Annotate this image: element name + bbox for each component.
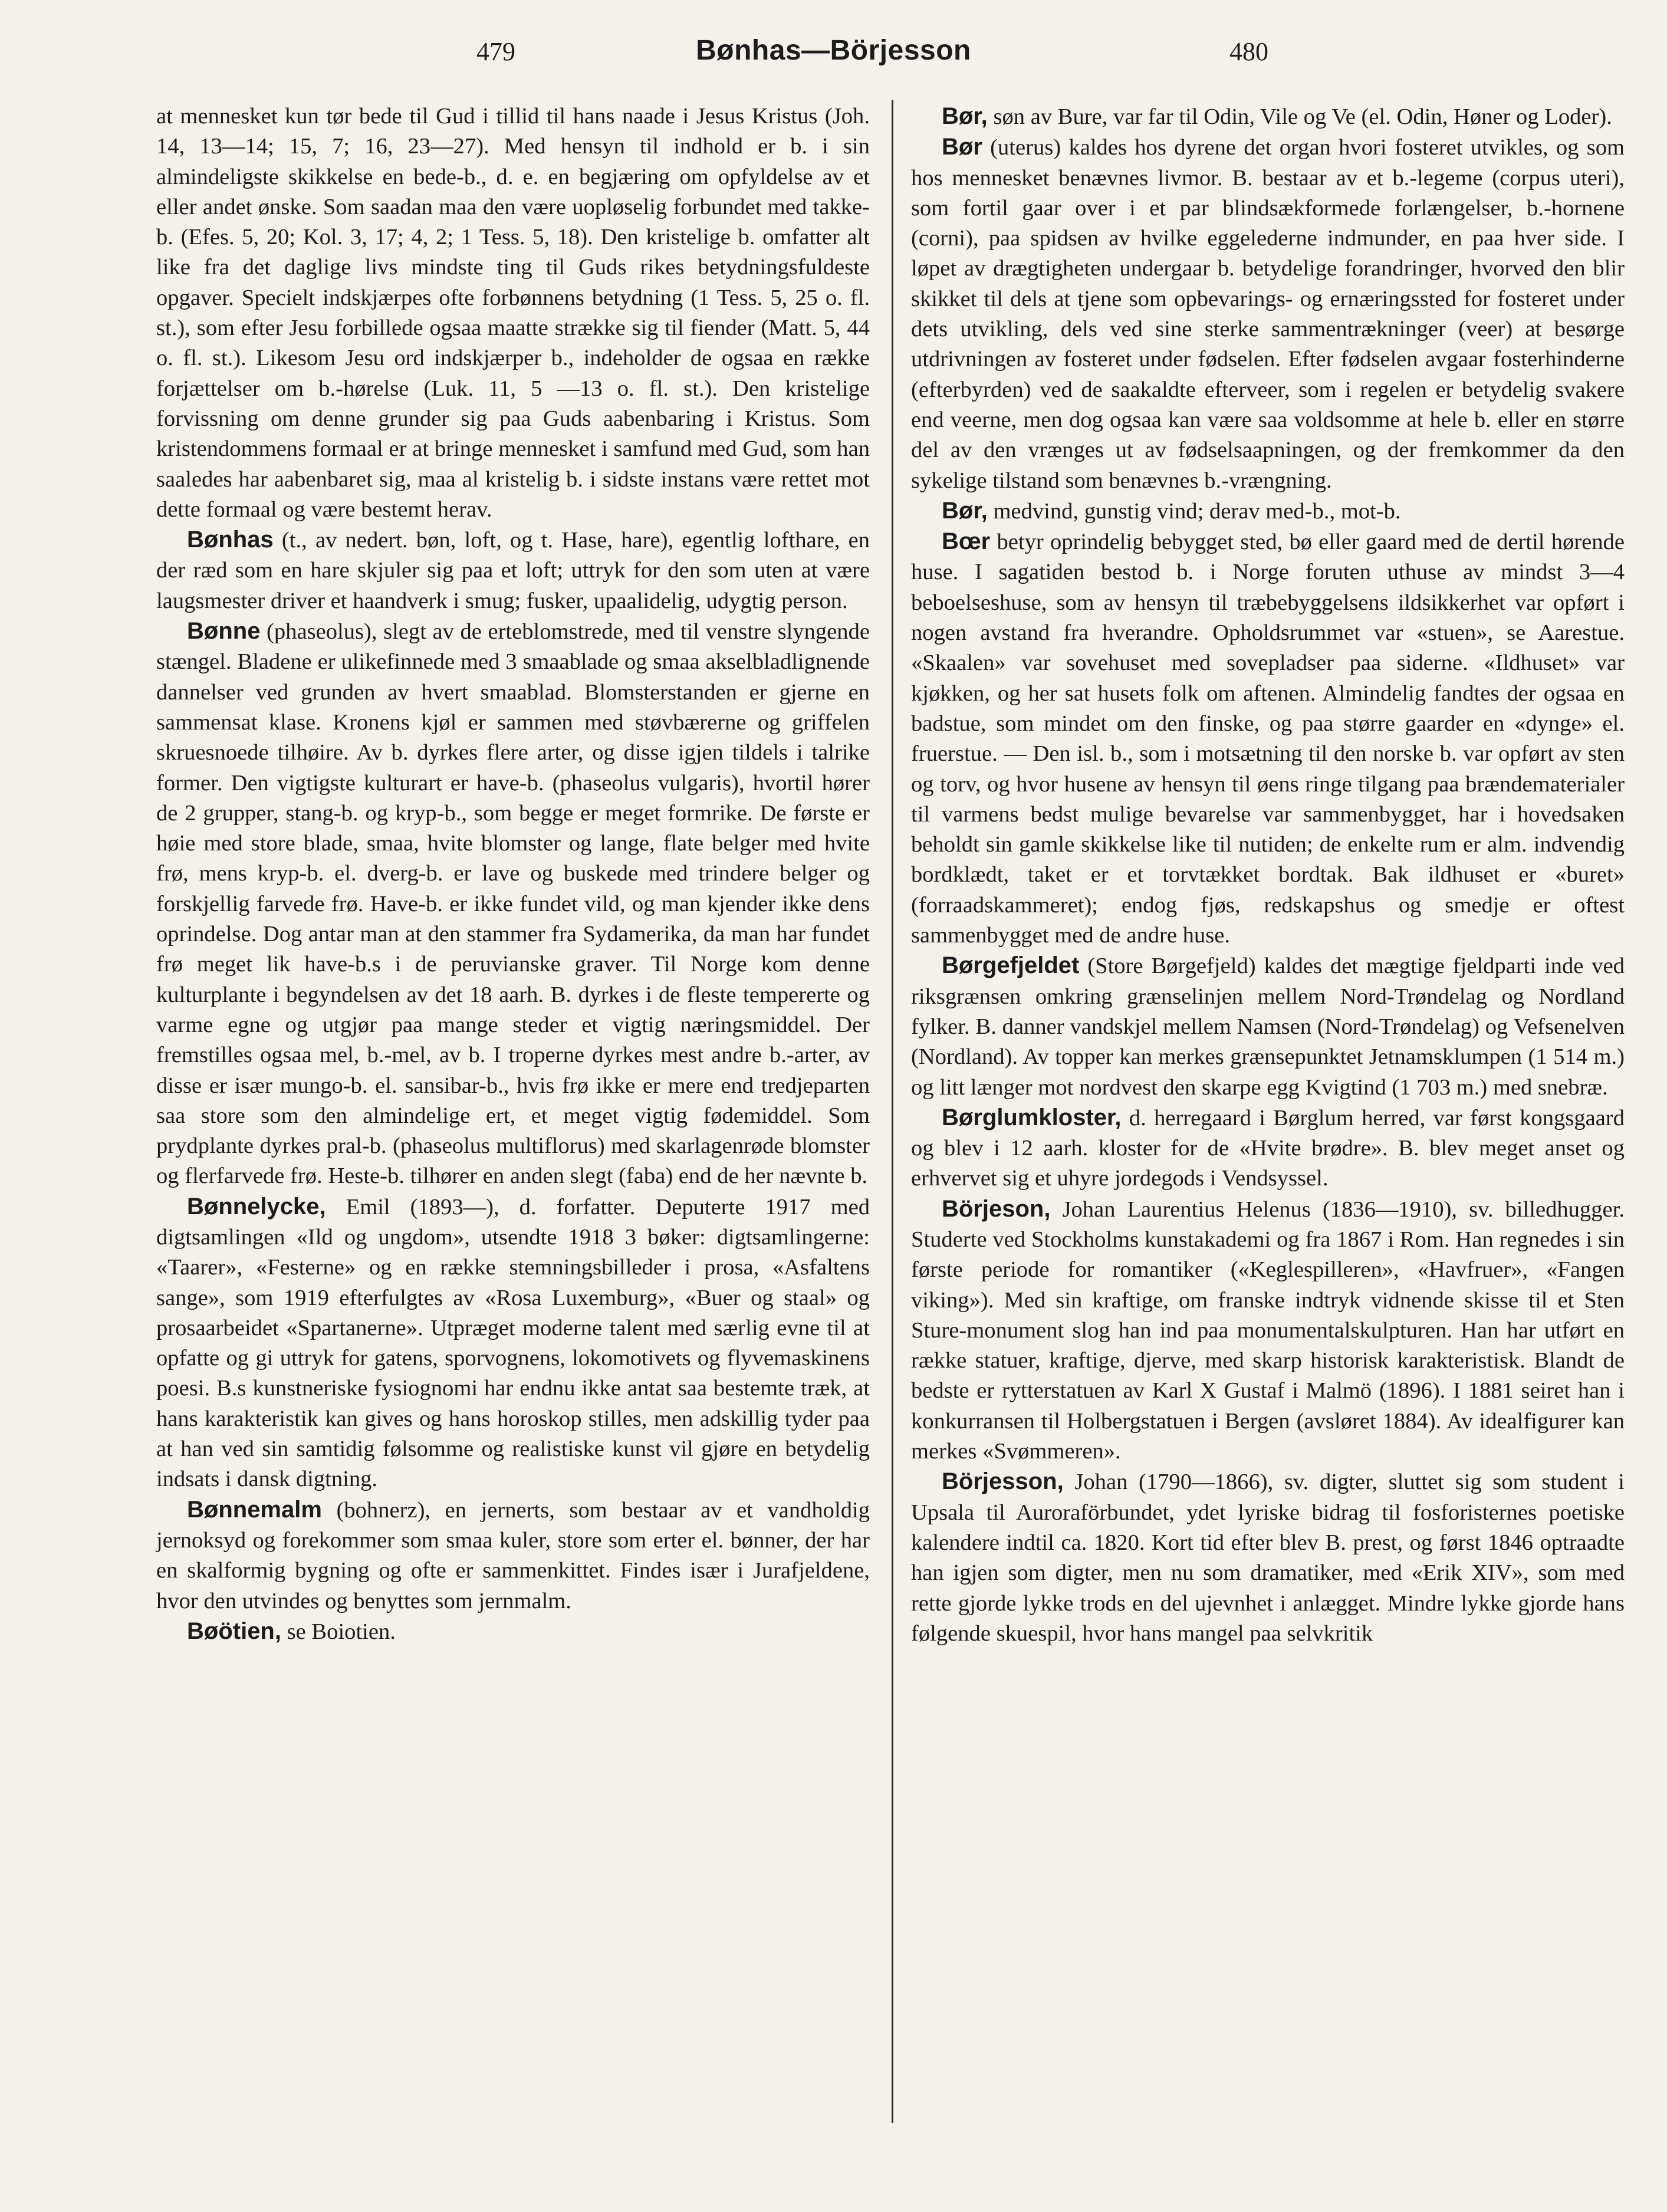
headword: Bønnemalm [187, 1496, 322, 1523]
entry-text: (t., av nedert. bøn, loft, og t. Hase, hare), egentlig lofthare, en der ræd som en hare skjuler sig paa et loft; uttryk for den som uten at være laugsmester driver et haandverk i smug; fusker, upaalidelig, udygtig person. [156, 528, 870, 613]
entry-continuation [156, 101, 870, 525]
entry [911, 1103, 1625, 1194]
headword: Bør [942, 134, 982, 160]
right-column [911, 101, 1625, 1649]
entry [156, 616, 870, 1192]
column-divider [892, 100, 893, 2123]
entry-text: (bohnerz), en jernerts, som bestaar av et vandholdig jernoksyd og forekommer som smaa kuler, store som erter el. bønner, der har en skalformig bygning og ofte er sammenkittet. Findes især i Jurafjeldene, hvor den utvindes og benyttes som jernmalm. [156, 1497, 870, 1613]
entry-text: d. herregaard i Børglum herred, var først kongsgaard og blev i 12 aarh. kloster for de «Hvite brødre». B. blev meget anset og erhvervet sig et uhyre jordegods i Vendsyssel. [911, 1105, 1625, 1191]
headword: Börjesson, [942, 1468, 1064, 1495]
page-number-right: 480 [1229, 37, 1268, 66]
headword: Børgefjeldet [942, 952, 1080, 979]
entry [911, 527, 1625, 951]
entry [911, 496, 1625, 527]
entry-text: (Store Børgefjeld) kaldes det mægtige fjeldparti inde ved riksgrænsen omkring grænselinjen mellem Nord-Trøndelag og Nordland fylker. B. danner vandskjel mellem Namsen (Nord-Trøndelag) og Vefsenelven (Nordland). Av topper kan merkes grænsepunktet Jetnamsklumpen (1 514 m.) og litt længer mot nordvest den skarpe egg Kvigtind (1 703 m.) med snebræ. [911, 954, 1625, 1100]
entry-text: Johan (1790—1866), sv. digter, sluttet sig som student i Upsala til Auroraförbundet, ydet lyriske bidrag til fosforisternes poetiske kalendere indtil ca. 1820. Kort tid efter blev B. prest, og først 1846 optraadte han igjen som digter, men nu som dramatiker, med «Erik XIV», som med rette gjorde lykke trods en del ujevnhet i anlægget. Mindre lykke gjorde hans følgende skuespil, hvor hans mangel paa selvkritik [911, 1470, 1625, 1646]
entry [911, 101, 1625, 132]
entry [911, 1467, 1625, 1649]
entry-text: medvind, gunstig vind; derav med-b., mot-b. [993, 498, 1401, 524]
headword: Børglumkloster, [942, 1104, 1122, 1130]
headword: Bønnelycke, [187, 1193, 326, 1220]
entry-text: at mennesket kun tør bede til Gud i tillid til hans naade i Jesus Kristus (Joh. 14, 13—14; 15, 7; 16, 23—27). Med hensyn til indhold er b. i sin almindeligste skikkelse en bede-b., d. e. en begjæring om opfyldelse av et eller andet ønske. Som saadan maa den være uopløselig forbundet med takke-b. (Efes. 5, 20; Kol. 3, 17; 4, 2; 1 Tess. 5, 18). Den kristelige b. omfatter alt like fra det daglige livs mindste ting til Guds rikes betydningsfuldeste opgaver. Specielt indskjærpes ofte forbønnens betydning (1 Tess. 5, 25 o. fl. st.), som efter Jesu forbillede ogsaa maatte strække sig til fiender (Matt. 5, 44 o. fl. st.). Likesom Jesu ord indskjærper b., indeholder de ogsaa en række forjættelser om b.-hørelse (Luk. 11, 5 —13 o. fl. st.). Den kristelige forvissning om denne grunder sig paa Guds aabenbaring i Kristus. Som kristendommens formaal er at bringe mennesket i samfund med Gud, som han saaledes har aabenbaret sig, maa al kristelig b. i sidste instans være rettet mot dette formaal og være bestemt herav. [156, 104, 870, 522]
page-header [0, 37, 1667, 78]
entry-text: Johan Laurentius Helenus (1836—1910), sv. billedhugger. Studerte ved Stockholms kunstakademi og fra 1867 i Rom. Han regnedes i sin første periode for romantiker («Keglespilleren», «Havfruer», «Fangen viking»). Med sin kraftige, om franske indtryk vidnende skisse til et Sten Sture-monument slog han ind paa monumentalskulpturen. Han har utført en række statuer, kraftige, djerve, med skarp historisk karakteristisk. Blandt de bedste er rytterstatuen av Karl X Gustaf i Malmö (1896). I 1881 seiret han i konkurransen til Holbergstatuen i Bergen (avsløret 1884). Av idealfigurer kan merkes «Svømmeren». [911, 1197, 1625, 1464]
headword: Bør, [942, 103, 988, 129]
entry [911, 1194, 1625, 1467]
entry-text: se Boiotien. [287, 1619, 396, 1644]
entry [911, 132, 1625, 496]
headword: Bønhas [187, 527, 274, 553]
headword: Bønne [187, 618, 261, 645]
running-title: Bønhas—Börjesson [696, 35, 971, 66]
entry-text: søn av Bure, var far til Odin, Vile og Ve (el. Odin, Høner og Loder). [993, 104, 1612, 129]
headword: Bøötien, [187, 1618, 281, 1644]
headword: Börjeson, [942, 1195, 1051, 1222]
entry [156, 1192, 870, 1495]
entry [156, 1616, 870, 1647]
entry-text: Emil (1893—), d. forfatter. Deputerte 1917 med digtsamlingen «Ild og ungdom», utsendte 1918 3 bøker: digtsamlingerne: «Taarer», «Festerne» og en række stemningsbilleder i prosa, «Asfaltens sange», som 1919 efterfulgtes av «Rosa Luxemburg», «Buer og staal» og prosaarbeidet «Spartanerne». Utpræget moderne talent med særlig evne til at opfatte og gi uttryk for gatens, sporvognens, lokomotivets og flyvemaskinens poesi. B.s kunstneriske fysiognomi har endnu ikke antat saa bestemte træk, at hans karakteristik kan gives og hans horoskop stilles, men adskillig tyder paa at han ved sin samtidig følsomme og realistiske kunst vil gjøre en betydelig indsats i dansk digtning. [156, 1194, 870, 1492]
headword: Bør, [942, 497, 988, 524]
entry-text: betyr oprindelig bebygget sted, bø eller gaard med de dertil hørende huse. I sagatiden bestod b. i Norge foruten uthuse av mindst 3—4 beboelseshuse, som av hensyn til træbebyggelsens ildsikkerhet var opført i nogen avstand fra hverandre. Opholdsrummet var «stuen», se Aarestue. «Skaalen» var sovehuset med sovepladser paa siderne. «Ildhuset» var kjøkken, og her sat husets folk om aftenen. Almindelig fandtes der ogsaa en badstue, som mindet om den finske, og paa større gaarder en «dynge» el. fruerstue. — Den isl. b., som i motsætning til den norske b. var opført av sten og torv, og hvor husene av hensyn til øens ringe tilgang paa brændematerialer til varmens bedst mulige bevarelse var sammenbygget, har i hovedsaken beholdt sin gamle skikkelse like til nutiden; de enkelte rum er alm. indvendig bordklædt, taket er et torvtækket bordtak. Bak ildhuset er «buret» (forraadskammeret); endog fjøs, redskapshus og smedje er oftest sammenbygget med de andre huse. [911, 530, 1625, 948]
entry [156, 525, 870, 616]
entry-text: (uterus) kaldes hos dyrene det organ hvori fosteret utvikles, og som hos mennesket benævnes livmor. B. bestaar av et b.-legeme (corpus uteri), som fortil gaar over i et par blindsækformede forlængelser, b.-hornene (corni), paa spidsen av hvilke eggelederne indmunder, en paa hver side. I løpet av drægtigheten undergaar b. betydelige forandringer, hvorved den blir skikket til dels at tjene som opbevarings- og ernæringssted for fosteret under dets utvikling, dels ved sine sterke sammentrækninger (veer) at besørge utdrivningen av fosteret under fødselen. Efter fødselen avgaar fosterhinderne (efterbyrden) ved de saakaldte efterveer, som i regelen er betydelig svakere end veerne, men dog ogsaa kan være saa voldsomme at hele b. eller en større del av den vrænges ut av fødselsaapningen, og der fremkommer da den sykelige tilstand som benævnes b.-vrængning. [911, 135, 1625, 493]
page-number-left: 479 [476, 37, 515, 66]
entry-text: (phaseolus), slegt av de erteblomstrede, med til venstre slyngende stængel. Bladene er ulikefinnede med 3 smaablade og smaa akselbladlignende dannelser ved grunden av hvert smaablad. Blomsterstanden er gjerne en sammensat klase. Kronens kjøl er sammen med støvbærerne og griffelen skruesnoede tilhøire. Av b. dyrkes flere arter, og disse igjen tildels i talrike former. Den vigtigste kulturart er have-b. (phaseolus vulgaris), hvortil hører de 2 grupper, stang-b. og kryp-b., som begge er meget formrike. De første er høie med store blade, smaa, hvite blomster og lange, flate belger med hvite frø, mens kryp-b. el. dverg-b. er lave og buskede med trindere belger og forskjellig farvede frø. Have-b. er ikke fundet vild, og man kjender ikke dens oprindelse. Dog antar man at den stammer fra Sydamerika, da man har fundet frø meget lik have-b.s i de peruvianske graver. Til Norge kom denne kulturplante i begyndelsen av det 18 aarh. B. dyrkes i de fleste tempererte og varme egne og utgjør paa mange steder et vigtig næringsmiddel. Der fremstilles ogsaa mel, b.-mel, av b. I troperne dyrkes mest andre b.-arter, av disse er især mungo-b. el. sansibar-b., hvis frø ikke er mere end tredjeparten saa store som den almindelige ert, et meget vigtig fødemiddel. Som prydplante dyrkes pral-b. (phaseolus multiflorus) med skarlagenrøde blomster og flerfarvede frø. Heste-b. tilhører en anden slegt (faba) end de her nævnte b. [156, 619, 870, 1189]
entry [156, 1495, 870, 1616]
headword: Bœr [942, 528, 991, 555]
entry [911, 951, 1625, 1102]
left-column [156, 101, 870, 1647]
